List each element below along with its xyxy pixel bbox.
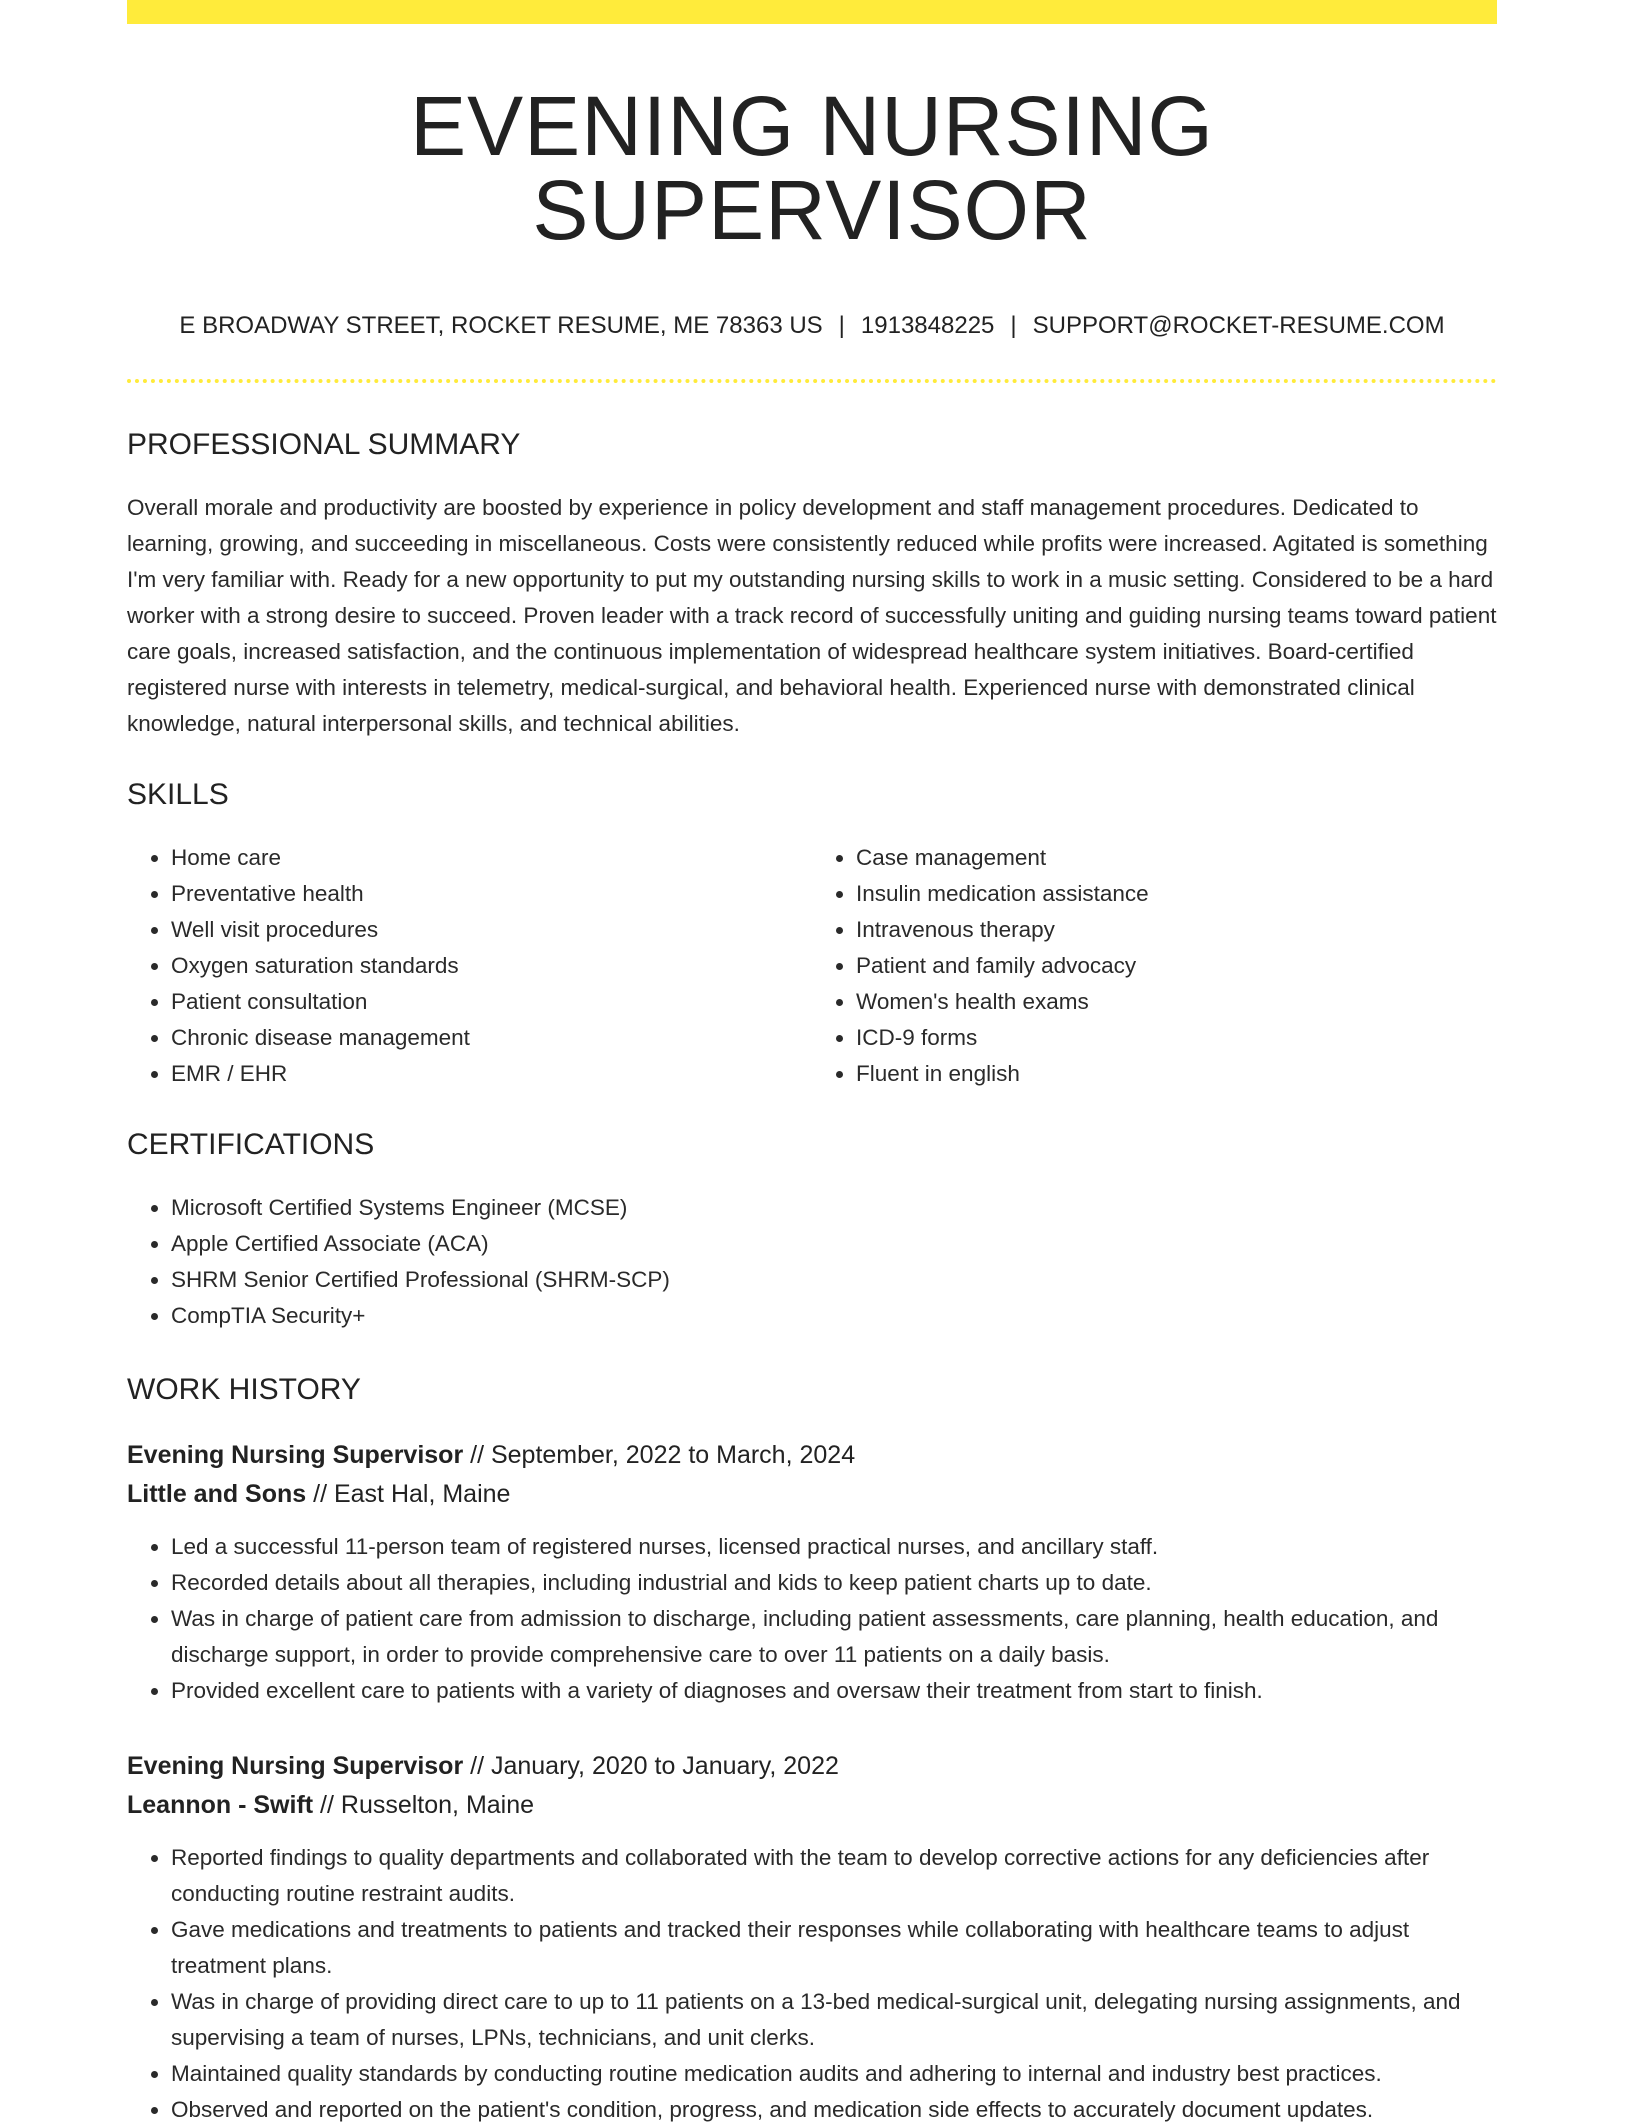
job-title-line xyxy=(127,1747,1497,1786)
skill-item: • Patient and family advocacy xyxy=(856,948,1497,984)
certifications-heading: CERTIFICATIONS xyxy=(127,1127,375,1161)
summary-text: Overall morale and productivity are boosted by experience in policy development and staff management procedures. Dedicated to learning, growing, and succeeding in miscellaneous. Costs were consistently reduced while profits were increased. Agitated is something I'm very familiar with. Ready for a new opportunity to put my outstanding nursing skills to work in a music setting. Considered to be a hard worker with a strong desire to succeed. Proven leader with a track record of successfully uniting and guiding nursing teams toward patient care goals, increased satisfaction, and the continuous implementation of widespread healthcare system initiatives. Board-certified registered nurse with interests in telemetry, medical-surgical, and behavioral health. Experienced nurse with demonstrated clinical knowledge, natural interpersonal skills, and technical abilities. xyxy=(127,494,1497,736)
resume-page xyxy=(127,0,1497,2128)
job-company: Little and Sons xyxy=(127,1479,307,1508)
job-company: Leannon - Swift xyxy=(127,1790,314,1819)
job-entry xyxy=(127,1747,1497,2128)
skills-column-right xyxy=(812,840,1497,1092)
job-dates: // January, 2020 to January, 2022 xyxy=(463,1751,839,1780)
contact-phone: 1913848225 xyxy=(860,312,995,339)
skill-item: • Fluent in english xyxy=(856,1056,1497,1092)
dotted-divider xyxy=(127,379,1497,383)
skills-column-left xyxy=(127,840,812,1092)
job-role: Evening Nursing Supervisor xyxy=(127,1751,464,1780)
skill-item: • Preventative health xyxy=(171,876,812,912)
skills-heading: SKILLS xyxy=(127,777,229,811)
job-bullet: • Provided excellent care to patients with a variety of diagnoses and oversaw their treatment from start to finish. xyxy=(171,1673,1497,1709)
skill-item: • Patient consultation xyxy=(171,984,812,1020)
job-company-line xyxy=(127,1475,1497,1514)
job-bullets xyxy=(127,1529,1497,1709)
skill-item: • Oxygen saturation standards xyxy=(171,948,812,984)
skill-item: • Chronic disease management xyxy=(171,1020,812,1056)
job-bullet: • Recorded details about all therapies, including industrial and kids to keep patient charts up to date. xyxy=(171,1565,1497,1601)
skill-item: • EMR / EHR xyxy=(171,1056,812,1092)
job-dates: // September, 2022 to March, 2024 xyxy=(463,1440,856,1469)
job-bullet: • Was in charge of providing direct care to up to 11 patients on a 13-bed medical-surgical unit, delegating nursing assignments, and supervising a team of nurses, LPNs, technicians, and unit clerks. xyxy=(171,1984,1497,2056)
job-company-line xyxy=(127,1786,1497,1825)
certification-item: • CompTIA Security+ xyxy=(171,1298,1497,1334)
skill-item: • Well visit procedures xyxy=(171,912,812,948)
job-location: // East Hal, Maine xyxy=(306,1479,511,1508)
job-bullet: • Reported findings to quality departments and collaborated with the team to develop corrective actions for any deficiencies after conducting routine restraint audits. xyxy=(171,1840,1497,1912)
job-bullet: • Gave medications and treatments to patients and tracked their responses while collaborating with healthcare teams to adjust treatment plans. xyxy=(171,1912,1497,1984)
job-location: // Russelton, Maine xyxy=(313,1790,535,1819)
job-bullet: • Led a successful 11-person team of registered nurses, licensed practical nurses, and ancillary staff. xyxy=(171,1529,1497,1565)
skill-item: • Insulin medication assistance xyxy=(856,876,1497,912)
resume-name: EVENING NURSING SUPERVISOR xyxy=(410,79,1214,257)
certifications-list xyxy=(127,1190,1497,1334)
job-bullet: • Observed and reported on the patient's condition, progress, and medication side effects to accurately document updates. xyxy=(171,2092,1497,2128)
skill-item: • Case management xyxy=(856,840,1497,876)
accent-top-bar xyxy=(127,0,1497,24)
certification-item: • SHRM Senior Certified Professional (SHRM-SCP) xyxy=(171,1262,1497,1298)
certification-item: • Apple Certified Associate (ACA) xyxy=(171,1226,1497,1262)
skill-item: • ICD-9 forms xyxy=(856,1020,1497,1056)
contact-line xyxy=(127,312,1497,341)
work-history-heading: WORK HISTORY xyxy=(127,1372,361,1406)
skill-item: • Intravenous therapy xyxy=(856,912,1497,948)
job-bullet: • Maintained quality standards by conducting routine medication audits and adhering to internal and industry best practices. xyxy=(171,2056,1497,2092)
certification-item: • Microsoft Certified Systems Engineer (MCSE) xyxy=(171,1190,1497,1226)
job-bullets xyxy=(127,1840,1497,2128)
skill-item: • Women's health exams xyxy=(856,984,1497,1020)
contact-separator: | xyxy=(1010,312,1017,339)
contact-email: SUPPORT@ROCKET-RESUME.COM xyxy=(1032,312,1445,339)
summary-heading: PROFESSIONAL SUMMARY xyxy=(127,427,521,461)
skills-list xyxy=(127,840,1497,1092)
job-bullet: • Was in charge of patient care from admission to discharge, including patient assessments, care planning, health education, and discharge support, in order to provide comprehensive care to over 11 patients on a daily basis. xyxy=(171,1601,1497,1673)
contact-separator: | xyxy=(838,312,845,339)
job-role: Evening Nursing Supervisor xyxy=(127,1440,464,1469)
contact-address: E BROADWAY STREET, ROCKET RESUME, ME 78363 US xyxy=(179,312,823,339)
job-entry xyxy=(127,1436,1497,1709)
job-title-line xyxy=(127,1436,1497,1475)
skill-item: • Home care xyxy=(171,840,812,876)
